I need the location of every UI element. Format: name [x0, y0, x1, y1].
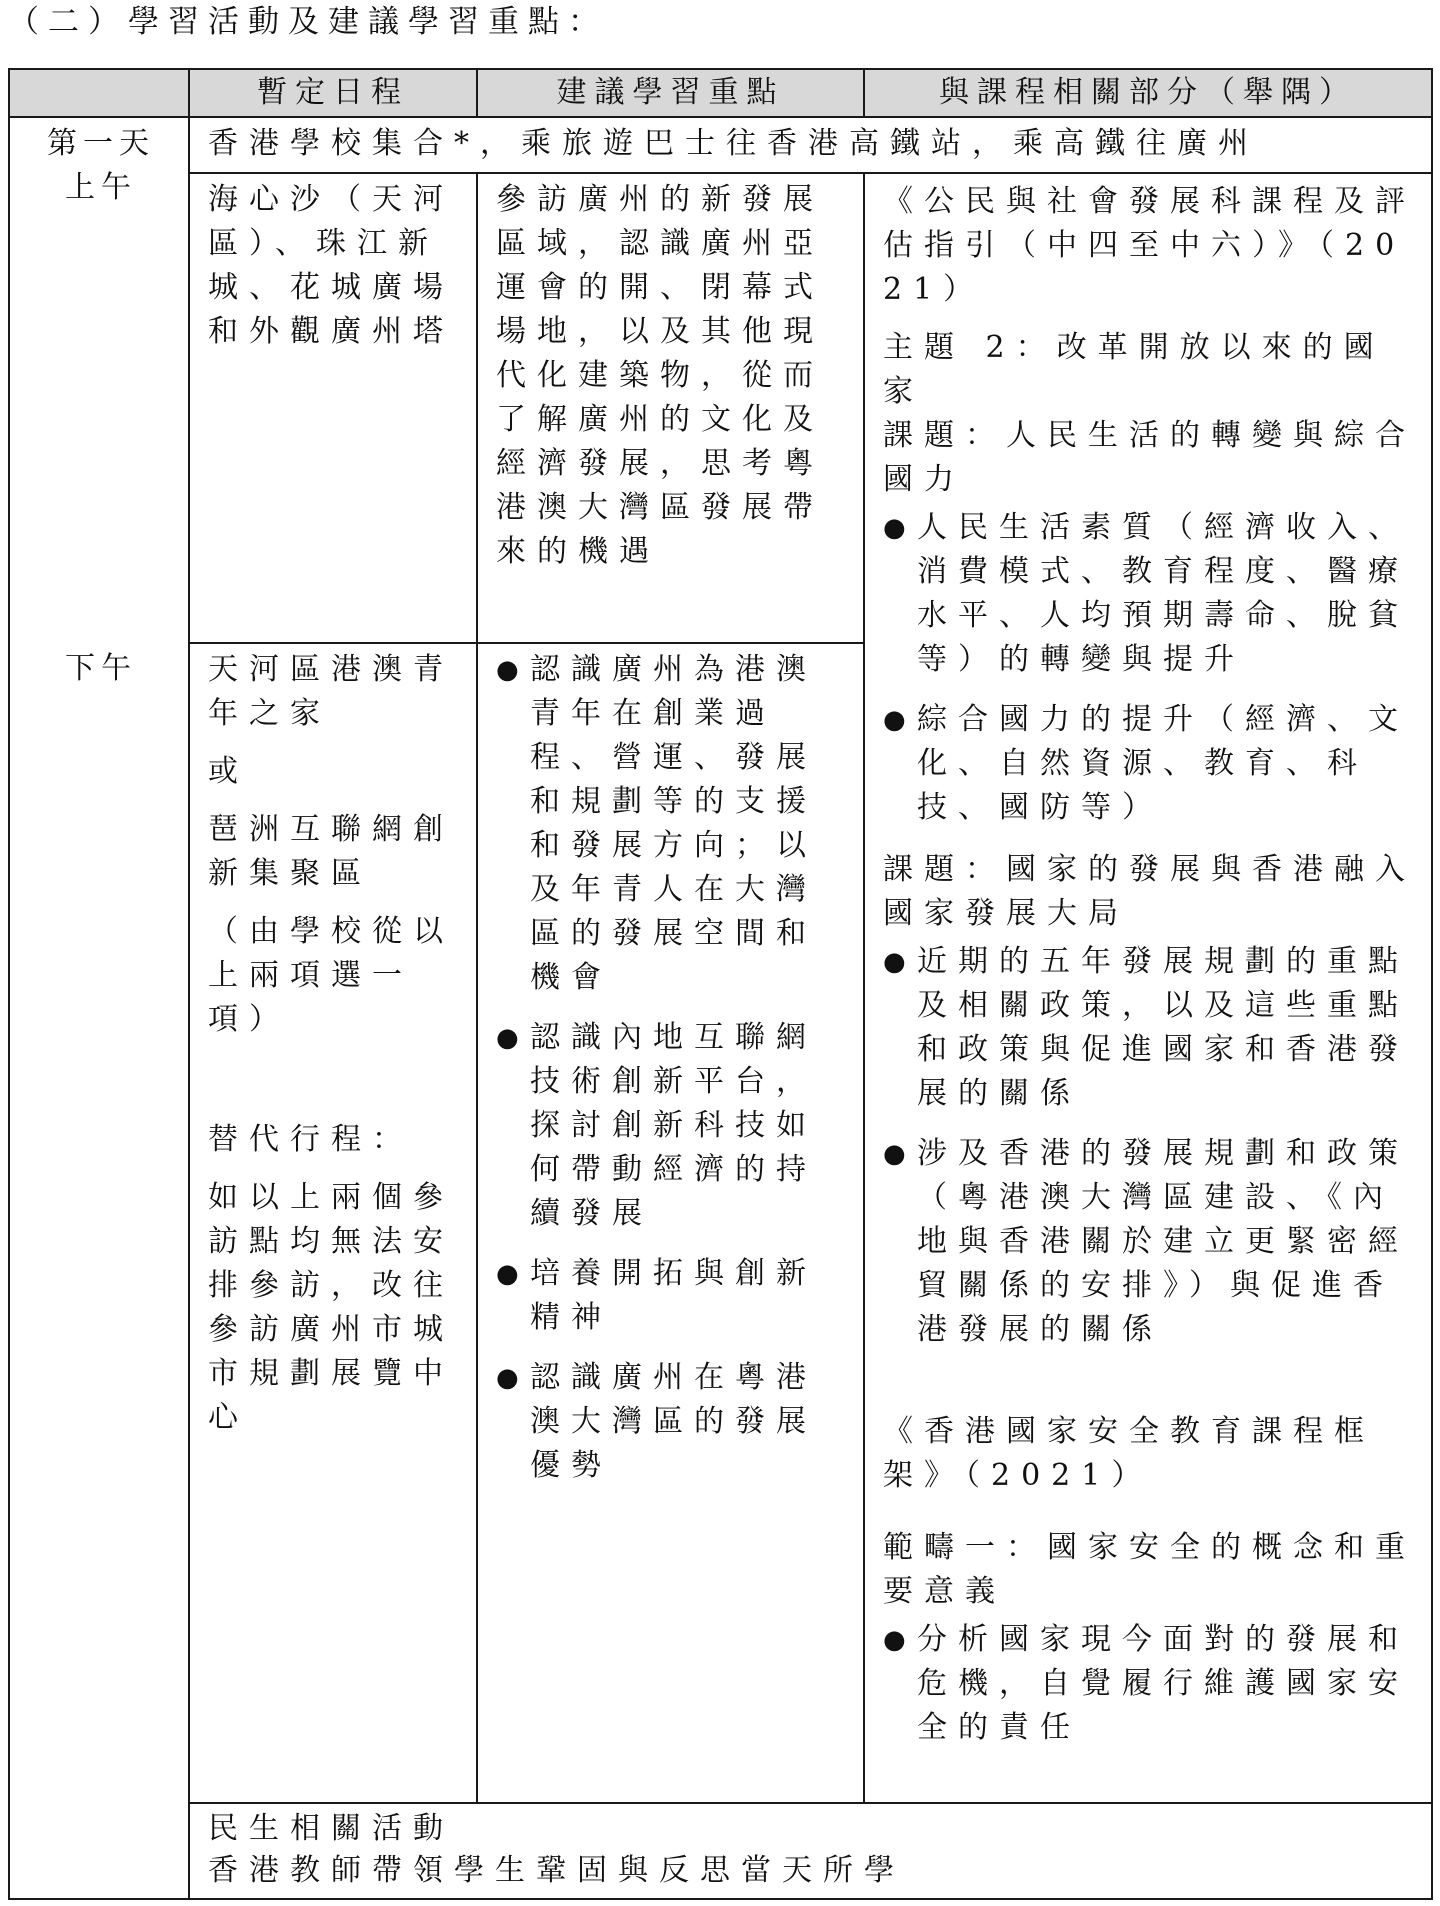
list-item	[883, 940, 1417, 1116]
bullet-icon: ●	[883, 1625, 917, 1655]
evening-cell	[189, 1803, 1432, 1899]
morning-label: 上午	[65, 170, 137, 205]
spacer	[883, 1370, 1417, 1410]
gathering-cell: 香港學校集合*，乘旅遊巴士往香港高鐵站，乘高鐵往廣州	[189, 117, 1432, 173]
list-item-text: 人民生活素質（經濟收入、消費模式、教育程度、醫療水平、人均預期壽命、脫貧等）的轉變與提升	[917, 510, 1409, 677]
list-item-text: 綜合國力的提升（經濟、文化、自然資源、教育、科技、國防等）	[917, 702, 1409, 825]
topic1-list	[883, 506, 1417, 830]
bullet-icon: ●	[496, 1023, 530, 1053]
alt-title: 替代行程：	[208, 1122, 413, 1157]
list-item	[883, 506, 1417, 682]
alt-text: 如以上兩個參訪點均無法安排參訪，改往參訪廣州市城市規劃展覽中心	[208, 1180, 454, 1435]
day-label: 第一天	[47, 126, 155, 161]
curriculum-doc2: 《香港國家安全教育課程框架》（2021）	[883, 1414, 1375, 1493]
list-item-text: 認識廣州為港澳青年在創業過程、營運、發展和規劃等的支援和發展方向；以及年青人在大灣區的發展空間和機會	[530, 652, 817, 995]
curriculum-topic2: 課題：國家的發展與香港融入國家發展大局	[883, 852, 1416, 931]
bullet-icon: ●	[883, 1139, 917, 1169]
header-schedule: 暫定日程	[189, 69, 477, 117]
header-blank	[9, 69, 189, 117]
afternoon-or: 或	[208, 754, 249, 789]
afternoon-option1: 天河區港澳青年之家	[208, 652, 454, 731]
list-item-text: 培養開拓與創新精神	[530, 1256, 817, 1335]
bullet-icon: ●	[883, 513, 917, 543]
afternoon-focus-list	[496, 648, 849, 1488]
header-focus: 建議學習重點	[477, 69, 864, 117]
list-item	[496, 648, 849, 1000]
afternoon-note: （由學校從以上兩項選一項）	[208, 914, 454, 1037]
afternoon-option2: 琶洲互聯網創新集聚區	[208, 812, 454, 891]
header-row	[9, 69, 1432, 117]
curriculum-theme: 主題 2：改革開放以來的國家	[883, 330, 1385, 409]
list-item	[883, 1618, 1417, 1750]
bullet-icon: ●	[883, 705, 917, 735]
bullet-icon: ●	[496, 655, 530, 685]
afternoon-focus-cell	[477, 643, 864, 1803]
afternoon-cell	[9, 643, 189, 1899]
bullet-icon: ●	[496, 1259, 530, 1289]
list-item-text: 近期的五年發展規劃的重點及相關政策，以及這些重點和政策與促進國家和香港發展的關係	[917, 944, 1409, 1111]
morning-row	[9, 173, 1432, 643]
curriculum-doc1: 《公民與社會發展科課程及評估指引（中四至中六）》（2021）	[883, 184, 1416, 307]
list-item	[496, 1016, 849, 1236]
bullet-icon: ●	[883, 947, 917, 977]
morning-schedule-cell: 海心沙（天河區）、珠江新城、花城廣場和外觀廣州塔	[189, 173, 477, 643]
morning-focus-cell: 參訪廣州的新發展區域，認識廣州亞運會的開、閉幕式場地，以及其他現代化建築物，從而了解廣州的文化及經濟發展，思考粵港澳大灣區發展帶來的機遇	[477, 173, 864, 643]
list-item	[883, 1132, 1417, 1352]
evening-line1: 民生相關活動	[208, 1811, 454, 1846]
section-heading: （二）學習活動及建議學習重點：	[8, 4, 608, 40]
evening-row	[9, 1803, 1432, 1899]
afternoon-schedule-cell	[189, 643, 477, 1803]
gathering-row	[9, 117, 1432, 173]
topic2-list	[883, 940, 1417, 1352]
day-morning-cell	[9, 117, 189, 643]
scope-list	[883, 1618, 1417, 1750]
curriculum-topic1: 課題：人民生活的轉變與綜合國力	[883, 418, 1416, 497]
list-item	[496, 1356, 849, 1488]
curriculum-scope: 範疇一：國家安全的概念和重要意義	[883, 1530, 1416, 1609]
list-item-text: 認識內地互聯網技術創新平台，探討創新科技如何帶動經濟的持續發展	[530, 1020, 817, 1231]
list-item-text: 分析國家現今面對的發展和危機，自覺履行維護國家安全的責任	[917, 1622, 1409, 1745]
curriculum-cell	[864, 173, 1432, 1803]
evening-line2: 香港教師帶領學生鞏固與反思當天所學	[208, 1853, 905, 1888]
list-item	[496, 1252, 849, 1340]
list-item-text: 涉及香港的發展規劃和政策（粵港澳大灣區建設、《內地與香港關於建立更緊密經貿關係的安排》）與促進香港發展的關係	[917, 1136, 1409, 1347]
afternoon-label: 下午	[65, 651, 137, 686]
header-curriculum: 與課程相關部分（舉隅）	[864, 69, 1432, 117]
schedule-table	[8, 68, 1433, 1900]
bullet-icon: ●	[496, 1363, 530, 1393]
list-item	[883, 698, 1417, 830]
list-item-text: 認識廣州在粵港澳大灣區的發展優勢	[530, 1360, 817, 1483]
